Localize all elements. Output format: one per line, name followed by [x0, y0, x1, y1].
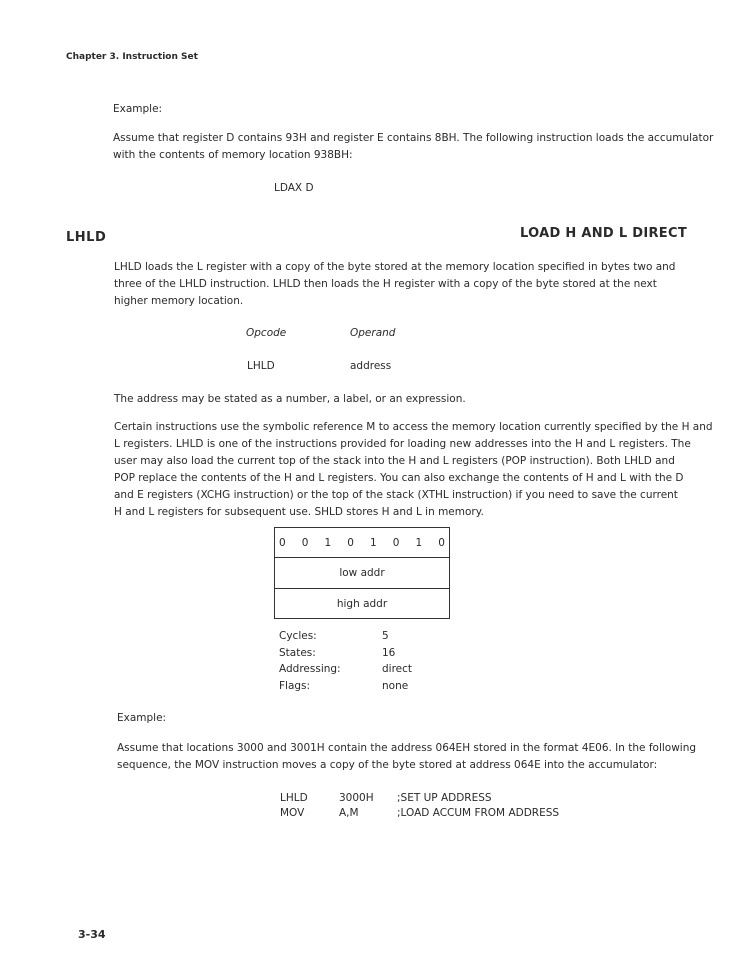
opcode-bits-row — [275, 528, 449, 558]
bit: 1 — [415, 536, 423, 549]
text-line: H and L registers for subsequent use. SHLD stores H and L in memory. — [114, 506, 484, 518]
body-paragraph — [114, 419, 713, 521]
instruction-encoding-diagram — [274, 527, 450, 619]
text-line: L registers. LHLD is one of the instructions provided for loading new addresses into the H and L registers. The — [114, 438, 691, 450]
stat-value: direct — [382, 663, 413, 675]
code-arg: 3000H — [339, 792, 374, 804]
bit: 0 — [279, 536, 286, 549]
stat-key: Addressing: — [279, 663, 341, 675]
text-line: user may also load the current top of the stack into the H and L registers (POP instruction). Both LHLD and — [114, 455, 675, 467]
address-note: The address may be stated as a number, a label, or an expression. — [114, 393, 466, 405]
text-line: Certain instructions use the symbolic reference M to access the memory location currently specified by the H and — [114, 421, 713, 433]
bit: 0 — [301, 536, 309, 549]
bit: 1 — [370, 536, 377, 549]
operand-value: address — [350, 360, 392, 372]
opcode-value: LHLD — [247, 360, 275, 372]
text-line: and E registers (XCHG instruction) or the top of the stack (XTHL instruction) if you need to save the current — [114, 489, 678, 501]
example-label: Example: — [117, 712, 167, 724]
text-line: sequence, the MOV instruction moves a copy of the byte stored at address 064E into the accumulator: — [117, 759, 658, 771]
bit: 1 — [324, 536, 332, 549]
text-line: higher memory location. — [114, 295, 244, 307]
stat-value: 16 — [382, 647, 396, 659]
instruction-title: LOAD H AND L DIRECT — [519, 226, 687, 241]
code-op: LHLD — [280, 792, 308, 804]
stat-value: 5 — [382, 630, 389, 642]
code-arg: A,M — [339, 807, 359, 819]
bit: 0 — [438, 536, 445, 549]
example-label: Example: — [113, 103, 163, 115]
text-line: POP replace the contents of the H and L registers. You can also exchange the contents of H and L with the D — [114, 472, 684, 484]
stat-value: none — [382, 680, 409, 692]
low-address-byte — [275, 558, 449, 589]
page-number: 3-34 — [78, 928, 106, 941]
code-op: MOV — [280, 807, 305, 819]
example-code: LDAX D — [274, 182, 314, 194]
example-text — [117, 740, 696, 774]
instruction-mnemonic: LHLD — [66, 230, 107, 245]
high-address-label: high addr — [336, 598, 388, 610]
bit: 0 — [347, 536, 354, 549]
code-comment: ;SET UP ADDRESS — [397, 792, 492, 804]
text-line: with the contents of memory location 938BH: — [113, 149, 353, 161]
text-line: Assume that register D contains 93H and register E contains 8BH. The following instruction loads the accumulator — [113, 132, 714, 144]
code-comment: ;LOAD ACCUM FROM ADDRESS — [397, 807, 560, 819]
opcode-header: Opcode — [246, 327, 287, 339]
text-line: three of the LHLD instruction. LHLD then loads the H register with a copy of the byte stored at the next — [114, 278, 657, 290]
bit: 0 — [392, 536, 400, 549]
stat-key: States: — [279, 647, 316, 659]
example-text — [113, 130, 713, 164]
text-line: LHLD loads the L register with a copy of the byte stored at the memory location specified in bytes two and — [114, 261, 676, 273]
text-line: Assume that locations 3000 and 3001H contain the address 064EH stored in the format 4E06. In the following — [117, 742, 697, 754]
stat-key: Cycles: — [279, 630, 317, 642]
high-address-byte — [275, 589, 449, 619]
operand-header: Operand — [350, 327, 396, 339]
stat-key: Flags: — [279, 680, 311, 692]
intro-paragraph — [114, 259, 675, 310]
low-address-label: low addr — [339, 567, 385, 579]
running-header: Chapter 3. Instruction Set — [66, 52, 198, 62]
